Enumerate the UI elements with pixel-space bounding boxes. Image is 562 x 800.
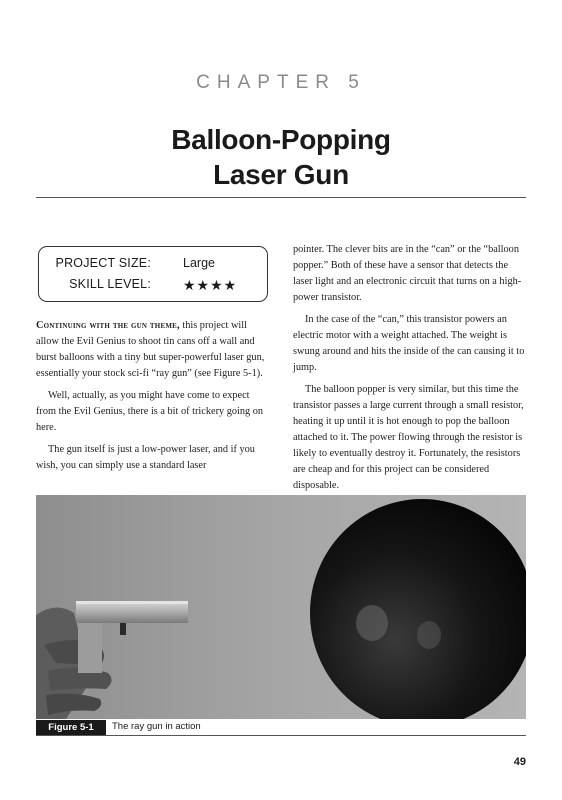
paragraph: Well, actually, as you might have come to expect from the Evil Genius, there is a bit of trickery going on here. — [36, 390, 264, 433]
figure-tag: Figure 5-1 — [36, 720, 106, 735]
project-info-box — [38, 246, 268, 302]
laser-gun-top-edge — [76, 601, 188, 604]
chapter-title-line2: Laser Gun — [213, 159, 349, 190]
project-size-value: Large — [183, 256, 215, 270]
ray-gun-photo — [36, 495, 526, 719]
chapter-title-line1: Balloon-Popping — [171, 124, 391, 155]
skill-level-label: SKILL LEVEL: — [69, 277, 151, 291]
figure-caption-text: The ray gun in action — [112, 721, 201, 732]
body-column-right — [293, 242, 527, 500]
page-number: 49 — [513, 756, 526, 768]
paragraph: In the case of the “can,” this transistor powers an electric motor with a weight attached. The weight is swung around and hits the inside of the can causing it to jump. — [293, 314, 525, 373]
chapter-label: CHAPTER 5 — [196, 72, 366, 93]
figure-photo — [36, 495, 526, 719]
paragraph: The balloon popper is very similar, but this time the transistor passes a large current through a small resistor, heating it up until it is hot enough to pop the balloon attached to it. The power flowing through the resistor is likely to eventually destroy it. Fortunately, the resistors are cheap and for this project can be considered disposable. — [293, 384, 524, 491]
laser-gun-barrel — [76, 603, 188, 623]
balloon-highlight — [356, 605, 388, 641]
body-column-left — [36, 318, 268, 480]
laser-gun-grip — [78, 623, 102, 673]
lead-in: Continuing with the gun theme, — [36, 320, 180, 331]
laser-gun-trigger — [120, 623, 126, 635]
caption-divider — [36, 735, 526, 736]
skill-level-row — [39, 277, 267, 295]
paragraph — [36, 318, 268, 382]
project-size-label: PROJECT SIZE: — [55, 256, 151, 270]
title-divider — [36, 197, 526, 198]
project-size-row — [39, 256, 267, 274]
balloon-highlight — [417, 621, 441, 649]
skill-level-stars-icon: ★★★★ — [183, 277, 238, 293]
chapter-title — [0, 122, 562, 192]
paragraph: pointer. The clever bits are in the “can” or the “balloon popper.” Both of these have a sensor that detects the laser light and an electronic circuit that turns on a high-power transistor. — [293, 244, 522, 303]
paragraph: The gun itself is just a low-power laser, and if you wish, you can simply use a standard laser — [36, 444, 255, 471]
figure-caption — [36, 720, 526, 736]
paragraph-text: this project will allow the Evil Genius to shoot tin cans off a wall and burst balloons with a tiny but super-powerful laser gun, essentially your stock sci-fi “ray gun” (see Figure 5-1). — [36, 320, 265, 379]
